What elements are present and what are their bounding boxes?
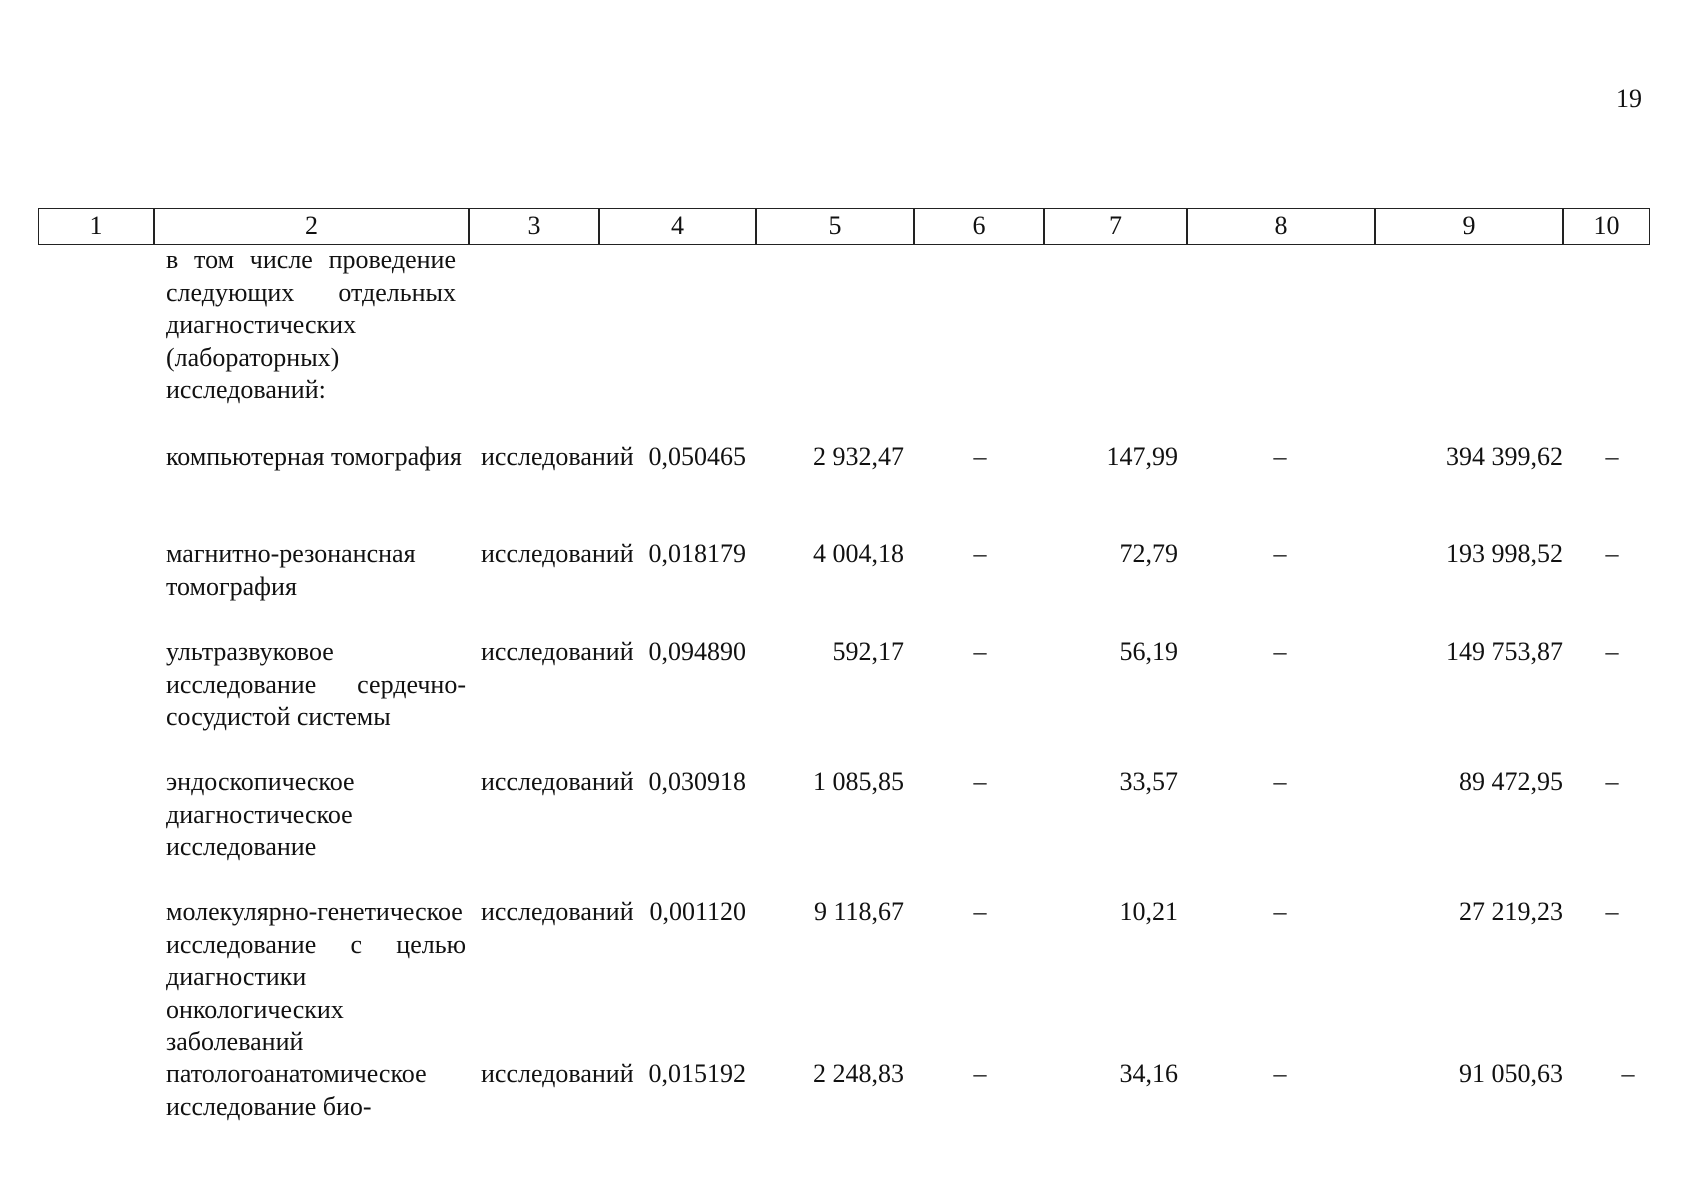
column-header-3: 3 bbox=[469, 209, 599, 244]
page-number: 19 bbox=[1616, 84, 1642, 113]
row-col4: 0,018179 bbox=[648, 539, 746, 568]
row-col7: 10,21 bbox=[1119, 897, 1178, 926]
row-col6: – bbox=[973, 442, 987, 471]
column-header-10: 10 bbox=[1563, 209, 1650, 244]
row-col10: – bbox=[1605, 897, 1619, 926]
column-header-8: 8 bbox=[1187, 209, 1375, 244]
row-col6: – bbox=[973, 767, 987, 796]
row-col7: 34,16 bbox=[1119, 1059, 1178, 1088]
row-col6: – bbox=[973, 539, 987, 568]
row-col8: – bbox=[1273, 767, 1287, 796]
row-name: эндоскопическое диагностическое исследование bbox=[166, 767, 355, 861]
row-col10: – bbox=[1605, 442, 1619, 471]
row-col7: 72,79 bbox=[1119, 539, 1178, 568]
row-col4: 0,030918 bbox=[648, 767, 746, 796]
row-col4: 0,094890 bbox=[648, 637, 746, 666]
row-col10: – bbox=[1605, 637, 1619, 666]
column-header-7: 7 bbox=[1044, 209, 1187, 244]
row-col5: 2 932,47 bbox=[813, 442, 904, 471]
column-header-5: 5 bbox=[756, 209, 914, 244]
row-col8: – bbox=[1273, 539, 1287, 568]
row-col6: – bbox=[973, 637, 987, 666]
row-col9: 27 219,23 bbox=[1459, 897, 1563, 926]
row-name: компьютерная томография bbox=[166, 442, 462, 471]
row-col9: 89 472,95 bbox=[1459, 767, 1563, 796]
column-header-6: 6 bbox=[914, 209, 1044, 244]
row-col10: – bbox=[1605, 767, 1619, 796]
row-col7: 56,19 bbox=[1119, 637, 1178, 666]
row-unit: исследований bbox=[481, 897, 634, 926]
row-col10: – bbox=[1605, 539, 1619, 568]
column-header-4: 4 bbox=[599, 209, 756, 244]
row-col4: 0,050465 bbox=[648, 442, 746, 471]
row-unit: исследований bbox=[481, 637, 634, 666]
row-col5: 9 118,67 bbox=[813, 897, 904, 926]
row-col6: – bbox=[973, 1059, 987, 1088]
row-col8: – bbox=[1273, 897, 1287, 926]
row-unit: исследований bbox=[481, 442, 634, 471]
row-col6: – bbox=[973, 897, 987, 926]
row-col10: – bbox=[1621, 1059, 1635, 1088]
row-col8: – bbox=[1273, 1059, 1287, 1088]
row-col5: 1 085,85 bbox=[813, 767, 904, 796]
row-col7: 147,99 bbox=[1106, 442, 1178, 471]
row-col8: – bbox=[1273, 637, 1287, 666]
row-col8: – bbox=[1273, 442, 1287, 471]
row-col9: 149 753,87 bbox=[1446, 637, 1563, 666]
column-header-2: 2 bbox=[154, 209, 469, 244]
row-col9: 394 399,62 bbox=[1446, 442, 1563, 471]
row-unit: исследований bbox=[481, 767, 634, 796]
row-col9: 193 998,52 bbox=[1446, 539, 1563, 568]
table-header-row bbox=[38, 208, 1650, 245]
row-col4: 0,015192 bbox=[648, 1059, 746, 1088]
row-name: магнитно-резонансная томография bbox=[166, 539, 416, 601]
row-unit: исследований bbox=[481, 1059, 634, 1088]
row-name: патологоанатомическое исследование био- bbox=[166, 1059, 427, 1121]
intro-text: в том числе проведение следующих отдельных диагностических (лабораторных) исследований: bbox=[166, 245, 456, 404]
row-name: ультразвуковое исследование сердечно-сосудистой системы bbox=[166, 637, 466, 731]
row-col5: 592,17 bbox=[832, 637, 904, 666]
row-col5: 2 248,83 bbox=[813, 1059, 904, 1088]
row-col9: 91 050,63 bbox=[1459, 1059, 1563, 1088]
row-unit: исследований bbox=[481, 539, 634, 568]
row-name: молекулярно-генетическое исследование с целью диагностики онкологических заболеваний bbox=[166, 897, 466, 1056]
row-col4: 0,001120 bbox=[649, 897, 746, 926]
column-header-9: 9 bbox=[1375, 209, 1563, 244]
row-col5: 4 004,18 bbox=[813, 539, 904, 568]
row-col7: 33,57 bbox=[1119, 767, 1178, 796]
column-header-1: 1 bbox=[38, 209, 154, 244]
